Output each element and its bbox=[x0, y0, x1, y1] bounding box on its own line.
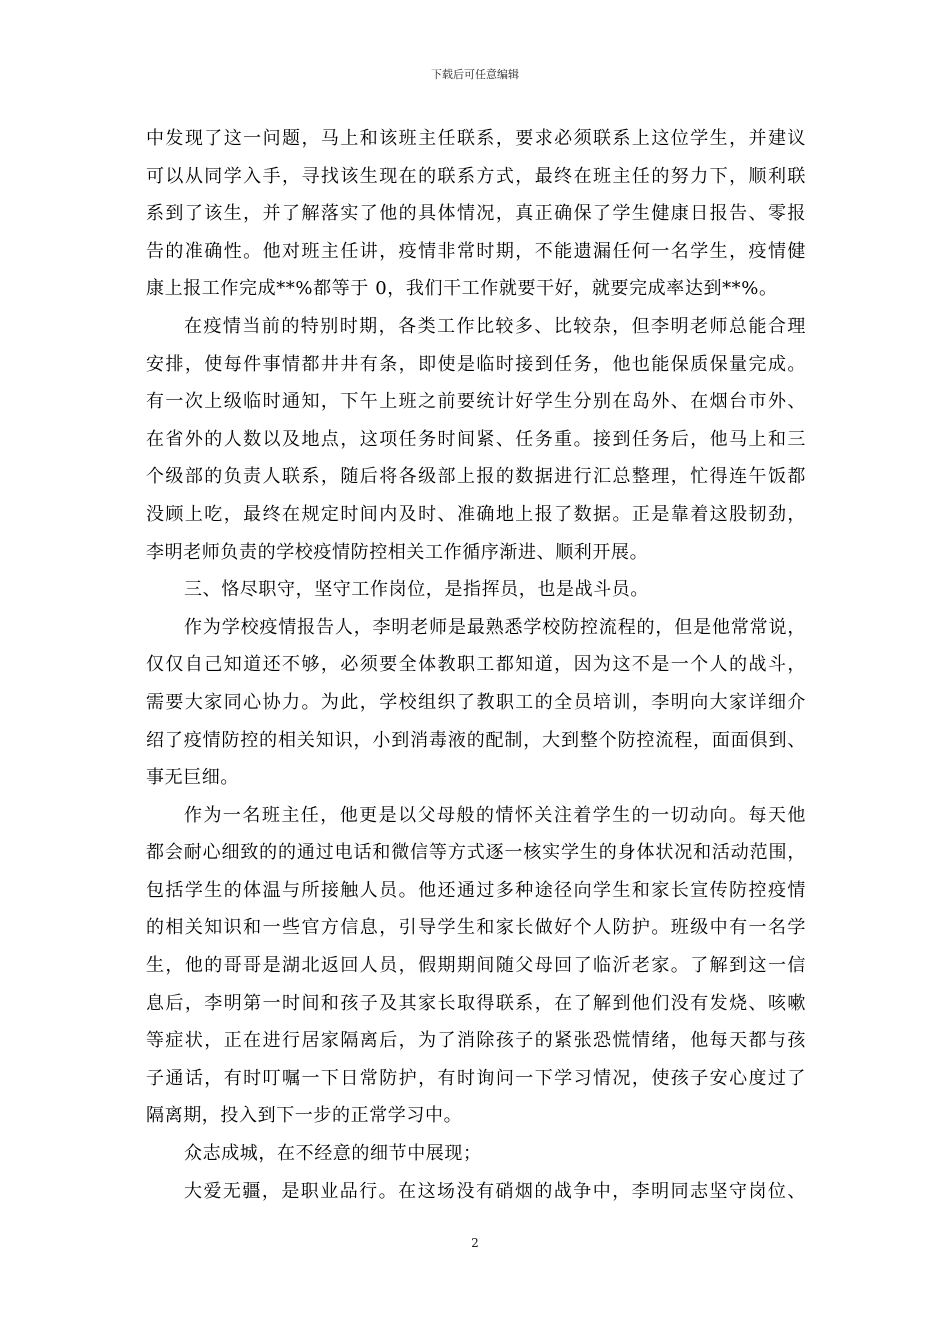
text-line: 告的准确性。他对班主任讲，疫情非常时期，不能遗漏任何一名学生，疫情健 bbox=[146, 240, 806, 262]
text-line: 子通话，有时叮嘱一下日常防护，有时询问一下学习情况，使孩子安心度过了 bbox=[146, 1067, 806, 1089]
text-line: 个级部的负责人联系，随后将各级部上报的数据进行汇总整理，忙得连午饭都 bbox=[146, 466, 806, 488]
text-line: 在省外的人数以及地点，这项任务时间紧、任务重。接到任务后，他马上和三 bbox=[146, 428, 806, 450]
text-line: 康上报工作完成**%都等于 0，我们干工作就要干好，就要完成率达到**%。 bbox=[146, 278, 778, 300]
text-line: 绍了疫情防控的相关知识，小到消毒液的配制，大到整个防控流程，面面俱到、 bbox=[146, 729, 806, 751]
text-line: 可以从同学入手，寻找该生现在的联系方式，最终在班主任的努力下，顺利联 bbox=[146, 165, 806, 187]
text-line: 在疫情当前的特别时期，各类工作比较多、比较杂，但李明老师总能合理 bbox=[184, 315, 806, 337]
text-line: 大爱无疆，是职业品行。在这场没有硝烟的战争中，李明同志坚守岗位、 bbox=[184, 1180, 806, 1202]
text-line: 事无巨细。 bbox=[146, 767, 239, 789]
body-text bbox=[146, 120, 806, 1210]
page-header: 下载后可任意编辑 bbox=[431, 68, 519, 81]
text-line: 没顾上吃，最终在规定时间内及时、准确地上报了数据。正是靠着这股韧劲， bbox=[146, 503, 806, 525]
section-heading: 三、恪尽职守，坚守工作岗位，是指挥员，也是战斗员。 bbox=[184, 579, 649, 601]
text-line: 需要大家同心协力。为此，学校组织了教职工的全员培训，李明向大家详细介 bbox=[146, 691, 806, 713]
text-line: 隔离期，投入到下一步的正常学习中。 bbox=[146, 1105, 463, 1127]
text-line: 中发现了这一问题，马上和该班主任联系，要求必须联系上这位学生，并建议 bbox=[146, 128, 806, 149]
text-line: 的相关知识和一些官方信息，引导学生和家长做好个人防护。班级中有一名学 bbox=[146, 917, 806, 939]
text-line: 作为学校疫情报告人，李明老师是最熟悉学校防控流程的，但是他常常说， bbox=[184, 616, 806, 638]
text-line: 都会耐心细致的的通过电话和微信等方式逐一核实学生的身体状况和活动范围， bbox=[146, 842, 806, 864]
text-line: 众志成城，在不经意的细节中展现； bbox=[184, 1143, 482, 1165]
text-line: 有一次上级临时通知，下午上班之前要统计好学生分别在岛外、在烟台市外、 bbox=[146, 391, 806, 413]
page-number: 2 bbox=[471, 1236, 479, 1250]
text-line: 李明老师负责的学校疫情防控相关工作循序渐进、顺利开展。 bbox=[146, 541, 649, 563]
text-line: 仅仅自己知道还不够，必须要全体教职工都知道，因为这不是一个人的战斗， bbox=[146, 654, 806, 676]
text-line: 息后，李明第一时间和孩子及其家长取得联系，在了解到他们没有发烧、咳嗽 bbox=[146, 992, 806, 1014]
text-line: 安排，使每件事情都井井有条，即使是临时接到任务，他也能保质保量完成。 bbox=[146, 353, 806, 375]
text-line: 系到了该生，并了解落实了他的具体情况，真正确保了学生健康日报告、零报 bbox=[146, 203, 806, 225]
text-line: 作为一名班主任，他更是以父母般的情怀关注着学生的一切动向。每天他 bbox=[184, 804, 806, 826]
text-line: 等症状，正在进行居家隔离后，为了消除孩子的紧张恐慌情绪，他每天都与孩 bbox=[146, 1030, 806, 1052]
text-line: 生，他的哥哥是湖北返回人员，假期期间随父母回了临沂老家。了解到这一信 bbox=[146, 955, 806, 977]
text-line: 包括学生的体温与所接触人员。他还通过多种途径向学生和家长宣传防控疫情 bbox=[146, 879, 806, 901]
